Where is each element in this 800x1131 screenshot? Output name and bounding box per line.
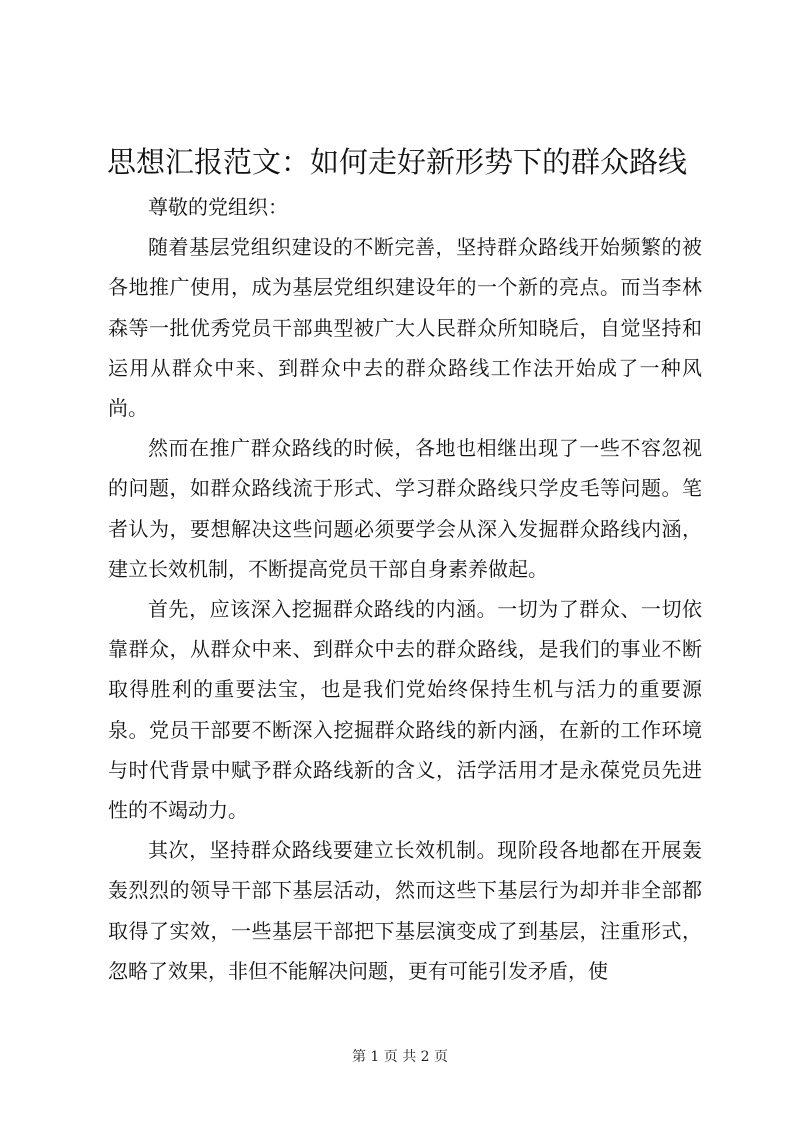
salutation: 尊敬的党组织： <box>148 195 288 219</box>
paragraph-3: 首先，应该深入挖掘群众路线的内涵。一切为了群众、一切依靠群众，从群众中来、到群众中去的群众路线，是我们的事业不断取得胜利的重要法宝，也是我们党始终保持生机与活力的重要源泉。党员干部要不断深入挖掘群众路线的新内涵，在新的工作环境与时代背景中赋予群众路线新的含义，活学活用才是永葆党员先进性的不竭动力。 <box>108 597 702 823</box>
paragraph-1: 随着基层党组织建设的不断完善，坚持群众路线开始频繁的被各地推广使用，成为基层党组织建设年的一个新的亮点。而当李林森等一批优秀党员干部典型被广大人民群众所知晓后，自觉坚持和运用从群众中来、到群众中去的群众路线工作法开始成了一种风尚。 <box>108 235 702 421</box>
page-number: 第 1 页 共 2 页 <box>351 1049 449 1065</box>
document-title: 思想汇报范文：如何走好新形势下的群众路线 <box>107 145 688 179</box>
document-body <box>108 187 702 991</box>
paragraph-4: 其次，坚持群众路线要建立长效机制。现阶段各地都在开展轰轰烈烈的领导干部下基层活动，然而这些下基层行为却并非全部都取得了实效，一些基层干部把下基层演变成了到基层，注重形式，忽略了效果，非但不能解决问题，更有可能引发矛盾，使 <box>108 838 702 983</box>
page-footer <box>0 1047 800 1067</box>
paragraph-2: 然而在推广群众路线的时候，各地也相继出现了一些不容忽视的问题，如群众路线流于形式、学习群众路线只学皮毛等问题。笔者认为，要想解决这些问题必须要学会从深入发掘群众路线内涵，建立长效机制，不断提高党员干部自身素养做起。 <box>108 436 702 581</box>
